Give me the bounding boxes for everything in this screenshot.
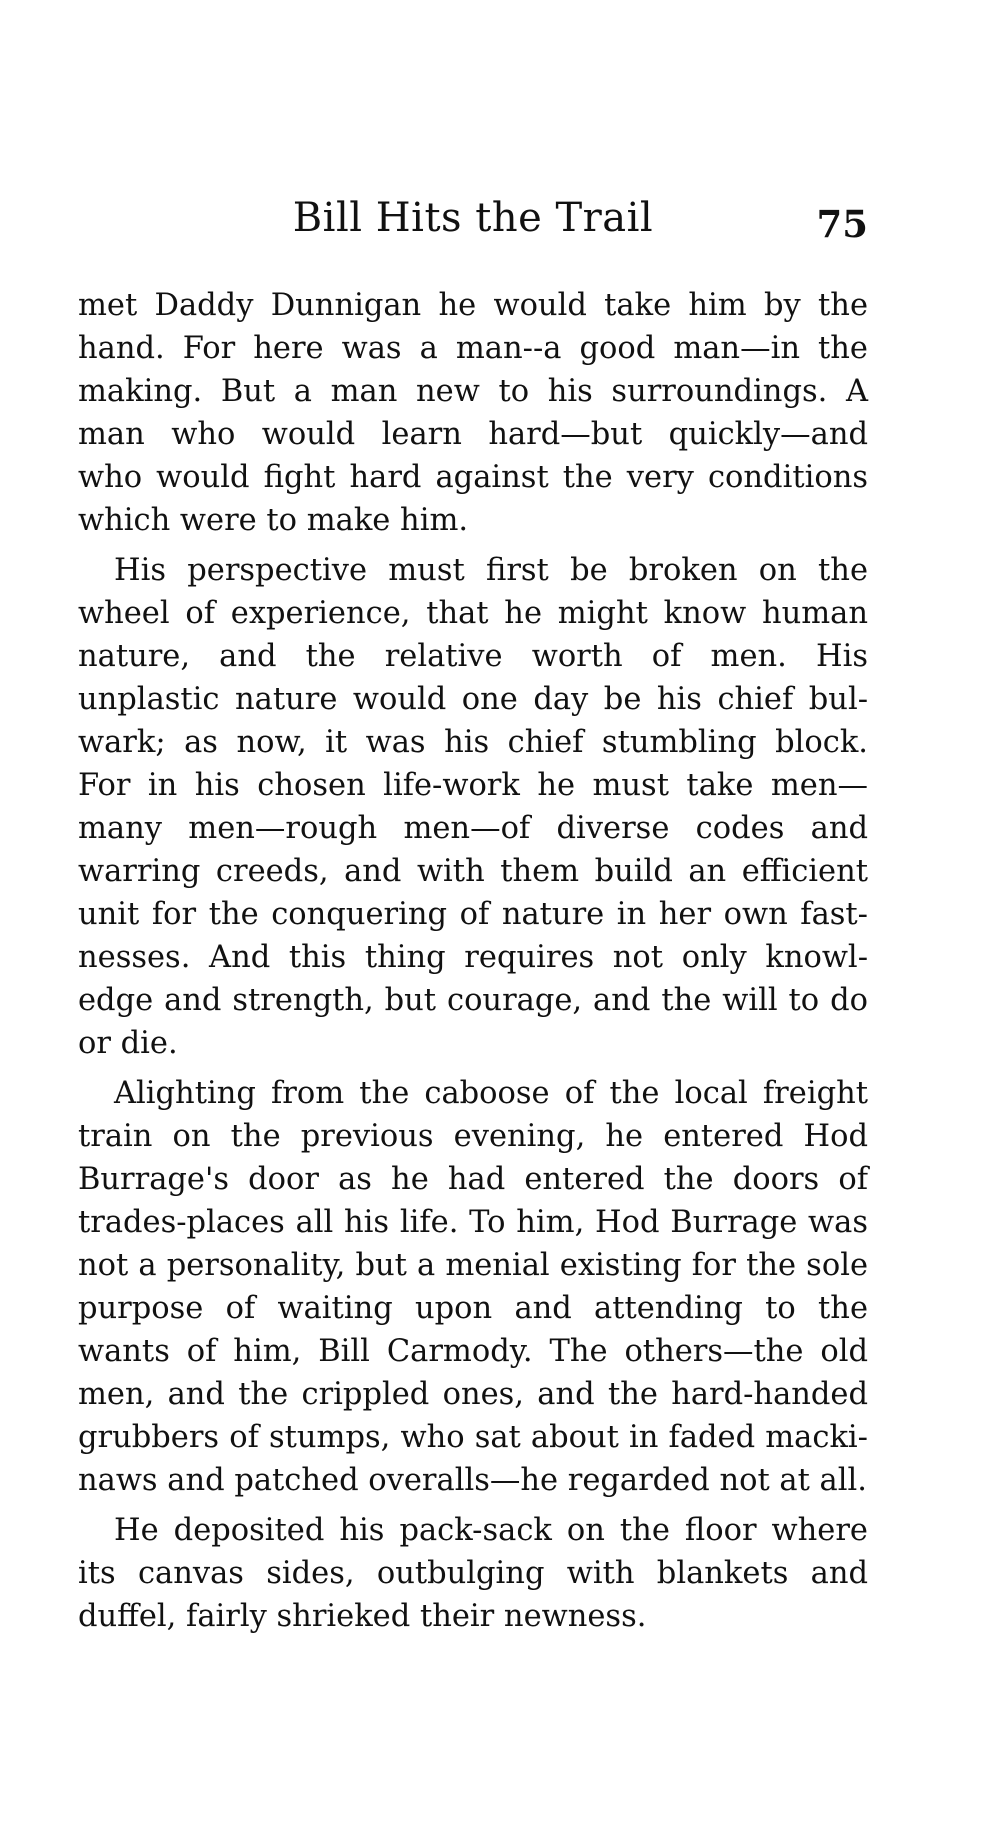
text-line: duffel, fairly shrieked their newness. — [78, 1599, 647, 1634]
text-line: making. But a man new to his surroundings. A — [78, 374, 868, 409]
text-line: wheel of experience, that he might know human — [78, 596, 868, 631]
text-line: His perspective must first be broken on the — [114, 553, 868, 588]
text-line: hand. For here was a man--a good man—in the — [78, 331, 868, 366]
page-number: 75 — [816, 202, 868, 246]
text-line: wants of him, Bill Carmody. The others—the old — [78, 1334, 868, 1369]
text-line: warring creeds, and with them build an efficient — [78, 854, 868, 889]
text-line: nesses. And this thing requires not only knowl- — [78, 940, 868, 975]
text-line: which were to make him. — [78, 503, 469, 538]
text-line: who would fight hard against the very conditions — [78, 460, 868, 495]
text-line: not a personality, but a menial existing for the sole — [78, 1248, 868, 1283]
text-line: nature, and the relative worth of men. His — [78, 639, 868, 674]
text-line: met Daddy Dunnigan he would take him by the — [78, 288, 868, 323]
text-line: purpose of waiting upon and attending to the — [78, 1291, 868, 1326]
text-line: Alighting from the caboose of the local freight — [114, 1076, 868, 1111]
text-line: unit for the conquering of nature in her own fast- — [78, 897, 868, 932]
text-line: men, and the crippled ones, and the hard-handed — [78, 1377, 868, 1412]
paragraph-4 — [78, 1509, 868, 1638]
text-line: or die. — [78, 1026, 178, 1061]
text-line: man who would learn hard—but quickly—and — [78, 417, 868, 452]
text-line: train on the previous evening, he entered Hod — [78, 1119, 868, 1154]
text-line: grubbers of stumps, who sat about in faded macki- — [78, 1420, 868, 1455]
text-line: Burrage's door as he had entered the doors of — [78, 1162, 868, 1197]
text-line: edge and strength, but courage, and the will to do — [78, 983, 868, 1018]
paragraph-2 — [78, 549, 868, 1065]
text-line: unplastic nature would one day be his chief bul- — [78, 682, 868, 717]
text-line: He deposited his pack-sack on the floor where — [114, 1513, 868, 1548]
text-line: naws and patched overalls—he regarded not at all. — [78, 1463, 867, 1498]
body-text — [78, 284, 868, 1645]
text-line: For in his chosen life-work he must take men— — [78, 768, 868, 803]
text-line: wark; as now, it was his chief stumbling block. — [78, 725, 868, 760]
text-line: trades-places all his life. To him, Hod Burrage was — [78, 1205, 868, 1240]
paragraph-3 — [78, 1072, 868, 1502]
running-title: Bill Hits the Trail — [292, 195, 654, 241]
text-line: its canvas sides, outbulging with blankets and — [78, 1556, 868, 1591]
running-header — [78, 194, 868, 250]
text-line: many men—rough men—of diverse codes and — [78, 811, 868, 846]
paragraph-1 — [78, 284, 868, 542]
